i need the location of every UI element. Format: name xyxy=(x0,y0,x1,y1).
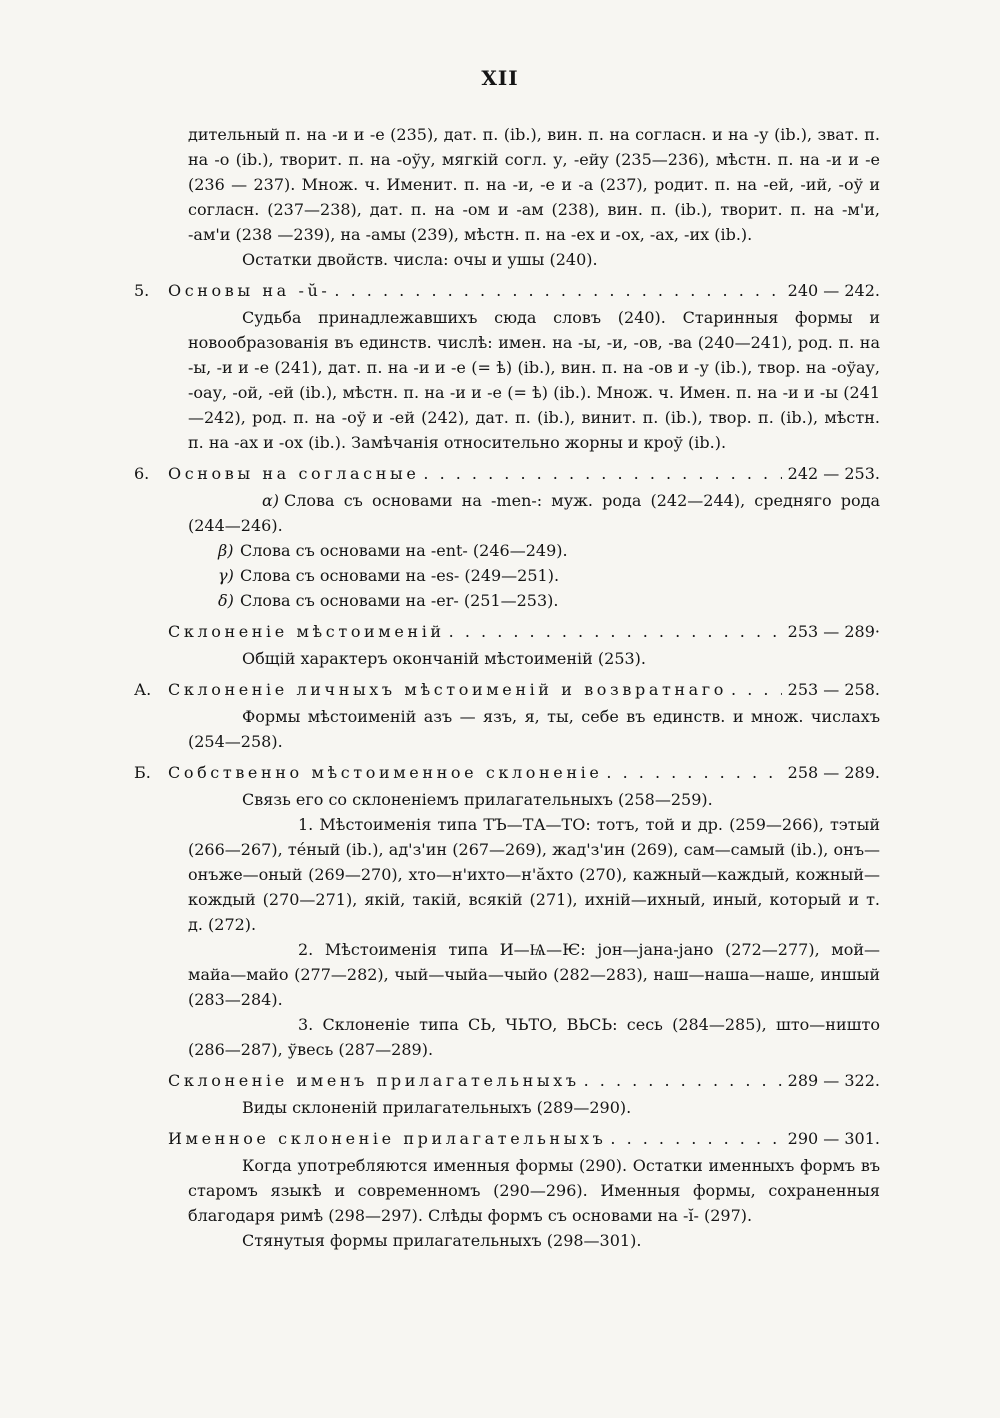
toc-heading xyxy=(134,1126,880,1151)
dot-leader xyxy=(330,278,781,303)
page-range: 240 — 242. xyxy=(787,281,880,300)
section-title: Склоненіе личныхъ мѣстоименій и возвратнаго xyxy=(168,680,728,699)
dot-leader xyxy=(606,1126,781,1151)
subsection-marker: β) xyxy=(218,541,234,560)
subsection-entry xyxy=(134,563,880,588)
body-paragraph: Общій характеръ окончаній мѣстоименій (253). xyxy=(242,649,646,668)
section-title: Именное склоненіе прилагательныхъ xyxy=(168,1129,607,1148)
body-paragraph: Формы мѣстоименій азъ — язъ, я, ты, себе въ единств. и множ. числахъ (254—258). xyxy=(188,707,880,751)
toc-heading xyxy=(134,677,880,702)
toc-content xyxy=(134,122,880,1253)
subsection-marker: α) xyxy=(262,491,280,510)
section-title: Склоненіе мѣстоименій xyxy=(168,622,445,641)
body-paragraph: 3. Склоненіе типа СЬ, ЧЬТО, ВЬСЬ: сесь (284—285), што—ништо (286—287), ўвесь (287—289). xyxy=(188,1015,880,1059)
section-title: Основы на согласные xyxy=(168,464,420,483)
subsection-entry xyxy=(134,588,880,613)
dot-leader xyxy=(419,461,781,486)
subsection-text: Слова съ основами на -er- (251—253). xyxy=(240,591,559,610)
body-paragraph: Судьба принадлежавшихъ сюда словъ (240). Старинныя формы и новообразованія въ единств. числѣ: имен. на -ы, -и, -ов, -ва (240—241), род. п. на -ы, -и и -е (241), дат. п. на -и и -е (= ѣ) (ib.), вин. п. на -ов и -у (ib.), твор. на -оўау, -оау, -ой, -ей (ib.), мѣстн. п. на -и и -е (= ѣ) (ib.). Множ. ч. Имен. п. на -и и -ы (241—242), род. п. на -оў и -ей (242), дат. п. (ib.), винит. п. (ib.), твор. п. (ib.), мѣстн. п. на -ах и -ох (ib.). Замѣчанія относительно жорны и кроў (ib.). xyxy=(188,308,880,452)
toc-heading xyxy=(134,760,880,785)
body-paragraph: Когда употребляются именныя формы (290). Остатки именныхъ формъ въ старомъ языкѣ и современномъ (290—296). Именныя формы, сохраненныя благодаря римѣ (298—297). Слѣды формъ съ основами на -ĭ- (297). xyxy=(188,1156,880,1225)
subsection-marker: δ) xyxy=(218,591,234,610)
dot-leader xyxy=(602,760,781,785)
page-range: 289 — 322. xyxy=(787,1071,880,1090)
section-number: Б. xyxy=(134,763,151,782)
subsection-text: Слова съ основами на -es- (249—251). xyxy=(240,566,560,585)
toc-heading xyxy=(134,1068,880,1093)
section-number: 5. xyxy=(134,281,150,300)
subsection-text: Слова съ основами на -men-: муж. рода (242—244), средняго рода (244—246). xyxy=(188,491,880,535)
subsection-entry xyxy=(134,538,880,563)
body-paragraph: 1. Мѣстоименія типа ТЪ—ТА—ТО: тотъ, той и др. (259—266), тэтый (266—267), тéный (ib.), ад'з'ин (267—269), жад'з'ин (269), сам—самый (ib.), онъ—онъже—оный (269—270), хто—н'ихто—н'ăхто (270), кажный—каждый, кожный—кождый (270—271), якій, такій, всякій (271), ихній—ихный, иный, который и т. д. (272). xyxy=(188,815,880,934)
page-range: 253 — 258. xyxy=(787,680,880,699)
body-paragraph: Виды склоненій прилагательныхъ (289—290). xyxy=(242,1098,632,1117)
subsection-text: Слова съ основами на -ent- (246—249). xyxy=(240,541,568,560)
body-paragraph: Стянутыя формы прилагательныхъ (298—301). xyxy=(242,1231,642,1250)
dot-leader xyxy=(727,677,782,702)
page-range: 290 — 301. xyxy=(787,1129,880,1148)
dot-leader xyxy=(445,619,782,644)
page-number: XII xyxy=(481,66,519,90)
subsection-marker: γ) xyxy=(218,566,234,585)
dot-leader xyxy=(580,1068,782,1093)
section-title: Собственно мѣстоименное склоненіе xyxy=(168,763,603,782)
body-paragraph: Связь его со склоненіемъ прилагательныхъ (258—259). xyxy=(242,790,713,809)
body-paragraph: 2. Мѣстоименія типа И—Ѩ—Ѥ: jон—jана-jано (272—277), мой—майа—майо (277—282), чый—чыйа—чыйо (282—283), наш—наша—наше, иншый (283—284). xyxy=(188,940,880,1009)
body-paragraph: Остатки двойств. числа: очы и ушы (240). xyxy=(242,250,598,269)
section-title: Склоненіе именъ прилагательныхъ xyxy=(168,1071,580,1090)
section-title: Основы на -ŭ- xyxy=(168,281,331,300)
page-range: 253 — 289· xyxy=(787,622,880,641)
page-range: 242 — 253. xyxy=(787,464,880,483)
toc-heading xyxy=(134,461,880,486)
toc-heading xyxy=(134,278,880,303)
body-paragraph: дительный п. на -и и -е (235), дат. п. (ib.), вин. п. на согласн. и на -у (ib.), зват. п. на -о (ib.), творит. п. на -оўу, мягкій согл. у, -ейу (235—236), мѣстн. п. на -и и -е (236 — 237). Множ. ч. Именит. п. на -и, -е и -а (237), родит. п. на -ей, -ий, -оў и согласн. (237—238), дат. п. на -ом и -ам (238), вин. п. (ib.), творит. п. на -м'и, -ам'и (238 —239), на -амы (239), мѣстн. п. на -ех и -ох, -ах, -их (ib.). xyxy=(188,125,880,244)
toc-heading xyxy=(134,619,880,644)
section-number: 6. xyxy=(134,464,150,483)
page-range: 258 — 289. xyxy=(787,763,880,782)
subsection-entry xyxy=(134,488,880,538)
section-number: А. xyxy=(134,680,152,699)
